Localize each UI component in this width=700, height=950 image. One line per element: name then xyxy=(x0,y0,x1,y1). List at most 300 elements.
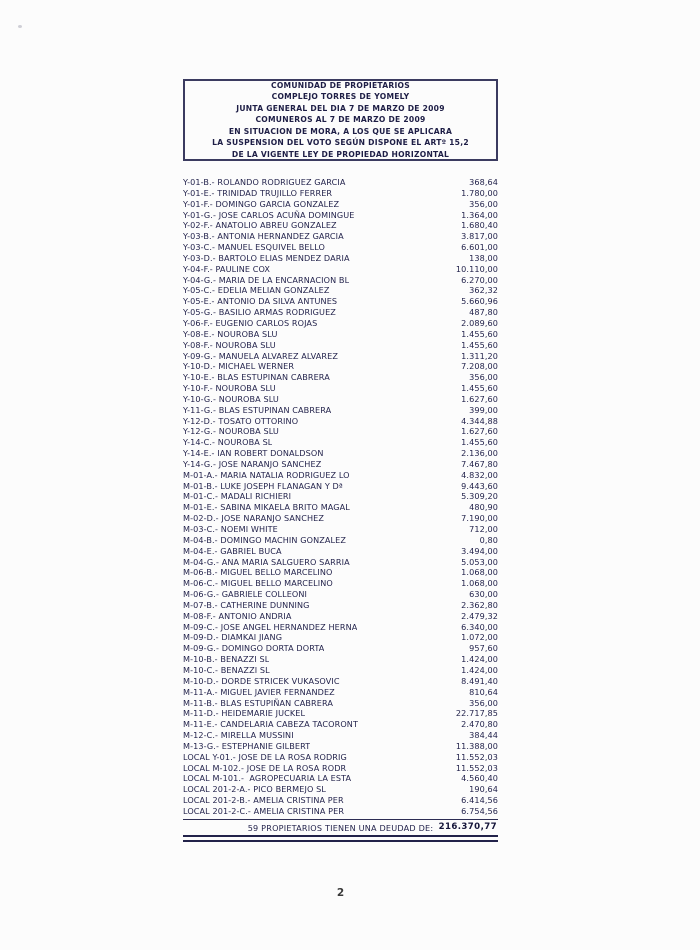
owner-amount: 190,64 xyxy=(469,784,498,795)
owner-amount: 1.068,00 xyxy=(461,567,498,578)
owner-amount: 1.780,00 xyxy=(461,187,498,198)
owner-amount: 712,00 xyxy=(469,524,498,534)
owner-row xyxy=(183,611,498,622)
owner-amount: 1.680,40 xyxy=(461,220,498,231)
owner-row xyxy=(183,275,498,286)
owner-row xyxy=(183,687,498,698)
owner-label xyxy=(183,806,344,817)
owner-name: JOSE NARANJO SANCHEZ xyxy=(221,513,325,524)
owner-row xyxy=(183,437,498,448)
owner-row xyxy=(183,264,498,275)
owner-unit: M-04-B.- xyxy=(183,534,218,545)
owner-unit: Y-03-B.- xyxy=(183,231,215,242)
owner-name: BENAZZI SL xyxy=(220,654,270,665)
owner-amount: 384,44 xyxy=(469,730,498,741)
owner-amount: 2.362,80 xyxy=(461,599,498,610)
owner-name: JOSE NARANJO SANCHEZ xyxy=(218,458,322,469)
owner-unit: Y-10-G.- xyxy=(183,393,216,404)
owner-name: BLAS ESTUPIÑAN CABRERA xyxy=(220,697,333,708)
owner-name: CANDELARIA CABEZA TACORONT xyxy=(220,719,358,730)
owner-unit: M-07-B.- xyxy=(183,599,218,610)
owner-name: NOUROBA SLU xyxy=(218,426,279,437)
owner-unit: LOCAL M-101.- xyxy=(183,773,245,784)
owner-amount: 5.309,20 xyxy=(461,491,498,502)
owner-name: MADALI RICHIERI xyxy=(220,491,292,502)
owner-amount: 3.494,00 xyxy=(461,545,498,556)
owner-label xyxy=(183,264,270,275)
owner-row xyxy=(183,416,498,427)
owner-row xyxy=(183,210,498,221)
owner-unit: M-10-B.- xyxy=(183,654,218,665)
owner-unit: M-01-B.- xyxy=(183,480,218,491)
owner-row xyxy=(183,524,498,535)
owner-label xyxy=(183,784,326,795)
owner-amount: 356,00 xyxy=(469,372,498,383)
owner-row xyxy=(183,307,498,318)
owner-amount: 3.817,00 xyxy=(461,231,498,242)
owner-row xyxy=(183,784,498,795)
owner-label xyxy=(183,557,350,568)
owner-unit: M-09-C.- xyxy=(183,621,219,632)
owner-label xyxy=(183,210,354,221)
owner-label xyxy=(183,535,346,546)
owner-label xyxy=(183,491,291,502)
owner-label xyxy=(183,285,330,296)
owner-amount: 2.470,80 xyxy=(461,719,498,730)
owner-label xyxy=(183,546,282,557)
owner-row xyxy=(183,296,498,307)
owner-label xyxy=(183,513,324,524)
owner-unit: M-03-C.- xyxy=(183,524,219,534)
owner-amount: 1.627,60 xyxy=(461,426,498,437)
owner-label xyxy=(183,340,276,351)
owner-unit: M-04-G.- xyxy=(183,556,219,567)
owner-name: SABINA MIKAELA BRITO MAGAL xyxy=(220,502,350,513)
owner-unit: Y-10-D.- xyxy=(183,361,216,372)
owner-label xyxy=(183,416,298,427)
owner-label xyxy=(183,426,279,437)
owner-row xyxy=(183,177,498,188)
owner-amount: 1.424,00 xyxy=(461,654,498,665)
owner-amount: 399,00 xyxy=(469,404,498,415)
owner-label xyxy=(183,253,350,264)
owner-name: MARIA NATALIA RODRIGUEZ LO xyxy=(220,469,350,480)
owner-amount: 957,60 xyxy=(469,643,498,654)
owner-row xyxy=(183,448,498,459)
owner-label xyxy=(183,318,317,329)
owner-unit: Y-14-G.- xyxy=(183,458,216,469)
owner-name: AMELIA CRISTINA PER xyxy=(253,805,345,816)
header-line: EN SITUACION DE MORA, A LOS QUE SE APLICARA xyxy=(228,126,453,136)
owner-amount: 362,32 xyxy=(469,285,498,296)
owner-label xyxy=(183,643,324,654)
owner-row xyxy=(183,546,498,557)
owner-amount: 480,90 xyxy=(469,502,498,513)
owner-label xyxy=(183,329,278,340)
owner-unit: LOCAL 201-2-C.- xyxy=(183,805,251,816)
owner-unit: Y-02-F.- xyxy=(183,220,213,231)
owner-unit: M-06-G.- xyxy=(183,589,219,600)
owner-amount: 11.552,03 xyxy=(455,751,498,762)
owner-row xyxy=(183,665,498,676)
owner-name: DOMINGO MACHIN GONZALEZ xyxy=(220,534,346,545)
owner-label xyxy=(183,578,333,589)
owner-name: BLAS ESTUPINAN CABRERA xyxy=(218,404,332,415)
owner-name: PICO BERMEJO SL xyxy=(253,784,326,795)
owner-name: MICHAEL WERNER xyxy=(218,361,295,372)
owner-label xyxy=(183,307,336,318)
owner-name: JOSE ANGEL HERNANDEZ HERNA xyxy=(220,621,358,632)
owner-name: MIGUEL BELLO MARCELINO xyxy=(220,578,333,589)
owner-amount: 6.340,00 xyxy=(461,621,498,632)
owner-row xyxy=(183,242,498,253)
owner-unit: M-02-D.- xyxy=(183,513,219,524)
owner-name: DOMINGO DORTA DORTA xyxy=(221,643,325,654)
owner-label xyxy=(183,687,335,698)
owner-amount: 1.455,60 xyxy=(461,339,498,350)
owner-name: IAN ROBERT DONALDSON xyxy=(217,448,324,459)
owner-row xyxy=(183,481,498,492)
owner-unit: M-08-F.- xyxy=(183,610,216,621)
owner-unit: Y-08-E.- xyxy=(183,328,215,339)
double-rule xyxy=(183,835,498,842)
owner-label xyxy=(183,231,344,242)
owner-row xyxy=(183,513,498,524)
owner-row xyxy=(183,351,498,362)
owner-label xyxy=(183,177,346,188)
owner-row xyxy=(183,329,498,340)
owner-amount: 5.660,96 xyxy=(461,296,498,307)
owner-row xyxy=(183,752,498,763)
owner-label xyxy=(183,730,294,741)
owner-unit: Y-06-F.- xyxy=(183,317,213,328)
owner-amount: 630,00 xyxy=(469,589,498,600)
owner-unit: M-13-G.- xyxy=(183,740,219,751)
owner-name: ESTEPHANIE GILBERT xyxy=(221,740,311,751)
owner-unit: Y-03-C.- xyxy=(183,242,216,253)
owner-label xyxy=(183,773,351,784)
header-line: COMPLEJO TORRES DE YOMELY xyxy=(271,92,410,102)
owner-name: AGROPECUARIA LA ESTA xyxy=(246,773,352,784)
owner-name: BLAS ESTUPINAN CABRERA xyxy=(217,372,330,383)
owner-name: PAULINE COX xyxy=(215,263,271,274)
owner-amount: 2.479,32 xyxy=(461,610,498,621)
owner-label xyxy=(183,795,344,806)
owner-amount: 356,00 xyxy=(469,697,498,708)
owner-name: TOSATO OTTORINO xyxy=(218,415,299,426)
owner-name: ANATOLIO ABREU GONZALEZ xyxy=(215,220,337,231)
owner-unit: Y-08-F.- xyxy=(183,339,213,350)
owner-amount: 2.136,00 xyxy=(461,448,498,459)
header-line: LA SUSPENSION DEL VOTO SEGÚN DISPONE EL ARTº 15,2 xyxy=(212,138,469,148)
owners-list xyxy=(183,177,498,817)
owner-unit: Y-10-F.- xyxy=(183,383,213,394)
owner-name: JOSE CARLOS ACUÑA DOMINGUE xyxy=(218,209,355,220)
owner-amount: 1.455,60 xyxy=(461,383,498,394)
owner-row xyxy=(183,340,498,351)
owner-amount: 11.552,03 xyxy=(455,762,498,773)
owner-label xyxy=(183,448,323,459)
owner-unit: Y-04-F.- xyxy=(183,263,213,274)
owner-unit: M-11-E.- xyxy=(183,719,218,730)
owner-amount: 138,00 xyxy=(469,252,498,263)
owner-label xyxy=(183,632,282,643)
owner-row xyxy=(183,632,498,643)
owner-label xyxy=(183,351,338,362)
owner-unit: LOCAL 201-2-A.- xyxy=(183,784,251,795)
owner-unit: Y-11-G.- xyxy=(183,404,216,415)
owner-unit: M-12-C.- xyxy=(183,730,219,741)
owner-row xyxy=(183,730,498,741)
owner-label xyxy=(183,752,347,763)
owner-label xyxy=(183,481,343,492)
owner-amount: 1.424,00 xyxy=(461,664,498,675)
owner-name: ANTONIA HERNANDEZ GARCIA xyxy=(217,231,344,242)
owner-name: MIGUEL JAVIER FERNANDEZ xyxy=(220,686,335,697)
owner-label xyxy=(183,741,310,752)
owner-name: TRINIDAD TRUJILLO FERRER xyxy=(217,187,333,198)
owner-name: JOSE DE LA ROSA RODRIG xyxy=(238,751,347,762)
owner-name: MANUEL ESQUIVEL BELLO xyxy=(217,242,325,253)
owner-unit: Y-14-E.- xyxy=(183,448,215,459)
owner-label xyxy=(183,296,337,307)
owner-label xyxy=(183,394,279,405)
header-line: DE LA VIGENTE LEY DE PROPIEDAD HORIZONTAL xyxy=(231,149,450,159)
owner-unit: M-01-C.- xyxy=(183,491,219,502)
totals-footer xyxy=(183,819,498,842)
owner-unit: Y-01-E.- xyxy=(183,187,215,198)
owner-row xyxy=(183,361,498,372)
owner-row xyxy=(183,773,498,784)
owner-amount: 8.491,40 xyxy=(461,675,498,686)
owner-row xyxy=(183,676,498,687)
owner-row xyxy=(183,567,498,578)
owner-label xyxy=(183,622,357,633)
owner-row xyxy=(183,654,498,665)
owner-name: NOUROBA SL xyxy=(217,437,273,448)
owner-name: MANUELA ALVAREZ ALVAREZ xyxy=(218,350,338,361)
owner-unit: M-10-C.- xyxy=(183,664,219,675)
owner-unit: M-06-C.- xyxy=(183,578,219,589)
owner-unit: M-09-G.- xyxy=(183,643,219,654)
owner-amount: 7.190,00 xyxy=(461,513,498,524)
owner-unit: M-11-D.- xyxy=(183,708,219,719)
owner-label xyxy=(183,567,333,578)
owner-amount: 1.072,00 xyxy=(461,632,498,643)
owner-name: DIAMKAI JIANG xyxy=(221,632,283,643)
owner-unit: M-04-E.- xyxy=(183,545,218,556)
owner-label xyxy=(183,611,292,622)
owner-row xyxy=(183,231,498,242)
owner-label xyxy=(183,763,346,774)
owner-row xyxy=(183,719,498,730)
owner-row xyxy=(183,459,498,470)
owner-amount: 487,80 xyxy=(469,307,498,318)
owner-amount: 6.754,56 xyxy=(461,805,498,816)
owner-label xyxy=(183,600,310,611)
owner-unit: M-11-B.- xyxy=(183,697,218,708)
owner-amount: 2.089,60 xyxy=(461,317,498,328)
owner-unit: Y-14-C.- xyxy=(183,437,216,448)
owner-row xyxy=(183,285,498,296)
owner-label xyxy=(183,242,325,253)
owner-name: BARTOLO ELIAS MENDEZ DARIA xyxy=(218,252,350,263)
owner-row xyxy=(183,426,498,437)
owner-amount: 6.270,00 xyxy=(461,274,498,285)
owner-row xyxy=(183,643,498,654)
owner-name: GABRIELE COLLEONI xyxy=(221,589,308,600)
owner-amount: 4.344,88 xyxy=(461,415,498,426)
owner-row xyxy=(183,188,498,199)
owner-unit: LOCAL 201-2-B.- xyxy=(183,795,251,806)
owner-label xyxy=(183,708,305,719)
owner-name: DORDE STRICEK VUKASOVIC xyxy=(221,675,340,686)
owner-row xyxy=(183,622,498,633)
owner-row xyxy=(183,600,498,611)
owner-row xyxy=(183,470,498,481)
owner-unit: M-01-A.- xyxy=(183,469,218,480)
owner-unit: Y-05-C.- xyxy=(183,285,216,296)
owner-unit: M-06-B.- xyxy=(183,567,218,578)
owner-amount: 0,80 xyxy=(479,534,498,545)
owner-amount: 1.364,00 xyxy=(461,209,498,220)
owner-unit: M-10-D.- xyxy=(183,675,219,686)
owner-name: DOMINGO GARCIA GONZALEZ xyxy=(215,198,340,209)
owner-name: NOUROBA SLU xyxy=(217,328,278,339)
owner-amount: 7.208,00 xyxy=(461,361,498,372)
owner-row xyxy=(183,318,498,329)
owner-amount: 7.467,80 xyxy=(461,458,498,469)
header-line: JUNTA GENERAL DEL DIA 7 DE MARZO DE 2009 xyxy=(236,103,445,113)
owner-row xyxy=(183,708,498,719)
owner-unit: M-01-E.- xyxy=(183,502,218,513)
owner-label xyxy=(183,719,358,730)
owner-unit: Y-04-G.- xyxy=(183,274,216,285)
owner-unit: M-09-D.- xyxy=(183,632,219,643)
owner-amount: 9.443,60 xyxy=(461,480,498,491)
owner-name: NOEMI WHITE xyxy=(220,524,278,534)
owner-name: MARIA DE LA ENCARNACION BL xyxy=(218,274,350,285)
owner-name: EDELIA MELIAN GONZALEZ xyxy=(217,285,330,296)
owner-label xyxy=(183,698,333,709)
owner-amount: 368,64 xyxy=(469,177,498,187)
owner-label xyxy=(183,188,332,199)
owner-label xyxy=(183,383,276,394)
owner-unit: Y-03-D.- xyxy=(183,252,216,263)
owner-unit: Y-09-G.- xyxy=(183,350,216,361)
owner-row xyxy=(183,372,498,383)
owner-amount: 1.455,60 xyxy=(461,328,498,339)
owner-name: MIGUEL BELLO MARCELINO xyxy=(220,567,333,578)
owner-name: BENAZZI SL xyxy=(220,664,270,675)
owner-amount: 6.414,56 xyxy=(461,795,498,806)
total-summary: 59 PROPIETARIOS TIENEN UNA DEUDAD DE: xyxy=(247,823,434,833)
owner-amount: 11.388,00 xyxy=(455,740,498,751)
owner-name: MIRELLA MUSSINI xyxy=(220,730,294,741)
owner-unit: M-11-A.- xyxy=(183,686,218,697)
owner-name: ANTONIO ANDRIA xyxy=(218,610,292,621)
owner-row xyxy=(183,394,498,405)
owner-row xyxy=(183,589,498,600)
owner-name: LUKE JOSEPH FLANAGAN Y Dª xyxy=(220,480,343,491)
owner-unit: Y-05-G.- xyxy=(183,307,216,318)
owner-label xyxy=(183,459,321,470)
owner-label xyxy=(183,372,330,383)
owner-amount: 10.110,00 xyxy=(455,263,498,274)
page-number: 2 xyxy=(336,887,345,899)
owner-name: CATHERINE DUNNING xyxy=(220,599,310,610)
owner-row xyxy=(183,383,498,394)
owner-row xyxy=(183,220,498,231)
owner-row xyxy=(183,199,498,210)
owner-name: ANA MARIA SALGUERO SARRIA xyxy=(221,556,350,567)
owner-unit: Y-05-E.- xyxy=(183,296,215,307)
owner-amount: 4.560,40 xyxy=(461,773,498,784)
owner-unit: LOCAL M-102.- xyxy=(183,762,245,773)
owner-label xyxy=(183,405,331,416)
owner-name: JOSE DE LA ROSA RODR xyxy=(246,762,347,773)
owner-name: GABRIEL BUCA xyxy=(220,545,282,556)
owner-row xyxy=(183,578,498,589)
owner-row xyxy=(183,253,498,264)
owner-name: NOUROBA SLU xyxy=(215,339,276,350)
owner-amount: 1.627,60 xyxy=(461,393,498,404)
owner-name: ROLANDO RODRIGUEZ GARCIA xyxy=(217,177,346,187)
owner-label xyxy=(183,665,270,676)
owner-label xyxy=(183,199,339,210)
owner-row xyxy=(183,405,498,416)
header-line: COMUNEROS AL 7 DE MARZO DE 2009 xyxy=(255,115,426,125)
owner-row xyxy=(183,763,498,774)
owner-name: AMELIA CRISTINA PER xyxy=(253,795,344,806)
owner-unit: Y-01-B.- xyxy=(183,177,215,187)
owner-row xyxy=(183,698,498,709)
owner-label xyxy=(183,220,337,231)
owner-label xyxy=(183,524,278,535)
scan-speck xyxy=(18,25,22,28)
owner-label xyxy=(183,275,349,286)
owner-row xyxy=(183,557,498,568)
owner-unit: Y-01-G.- xyxy=(183,209,216,220)
owner-row xyxy=(183,491,498,502)
totals-row xyxy=(183,820,498,835)
owner-label xyxy=(183,361,294,372)
owner-amount: 5.053,00 xyxy=(461,556,498,567)
owner-name: NOUROBA SLU xyxy=(215,383,276,394)
owner-amount: 1.068,00 xyxy=(461,578,498,589)
owner-label xyxy=(183,654,269,665)
owner-unit: Y-10-E.- xyxy=(183,372,215,383)
header-box xyxy=(183,79,498,161)
owner-label xyxy=(183,589,307,600)
owner-row xyxy=(183,502,498,513)
owner-name: BASILIO ARMAS RODRIGUEZ xyxy=(218,307,336,318)
header-line: COMUNIDAD DE PROPIETARIOS xyxy=(271,80,410,90)
owner-row xyxy=(183,535,498,546)
owner-unit: LOCAL Y-01.- xyxy=(183,751,236,762)
owner-row xyxy=(183,795,498,806)
owner-amount: 22.717,85 xyxy=(455,708,498,719)
owner-label xyxy=(183,676,340,687)
total-amount: 216.370,77 xyxy=(438,822,497,832)
owner-name: HEIDEMARIE JUCKEL xyxy=(221,708,306,719)
owner-label xyxy=(183,470,350,481)
owner-unit: Y-12-G.- xyxy=(183,426,216,437)
owner-amount: 6.601,00 xyxy=(461,242,498,253)
owner-unit: Y-12-D.- xyxy=(183,415,216,426)
owner-amount: 4.832,00 xyxy=(461,469,498,480)
owner-name: ANTONIO DA SILVA ANTUNES xyxy=(217,296,338,307)
